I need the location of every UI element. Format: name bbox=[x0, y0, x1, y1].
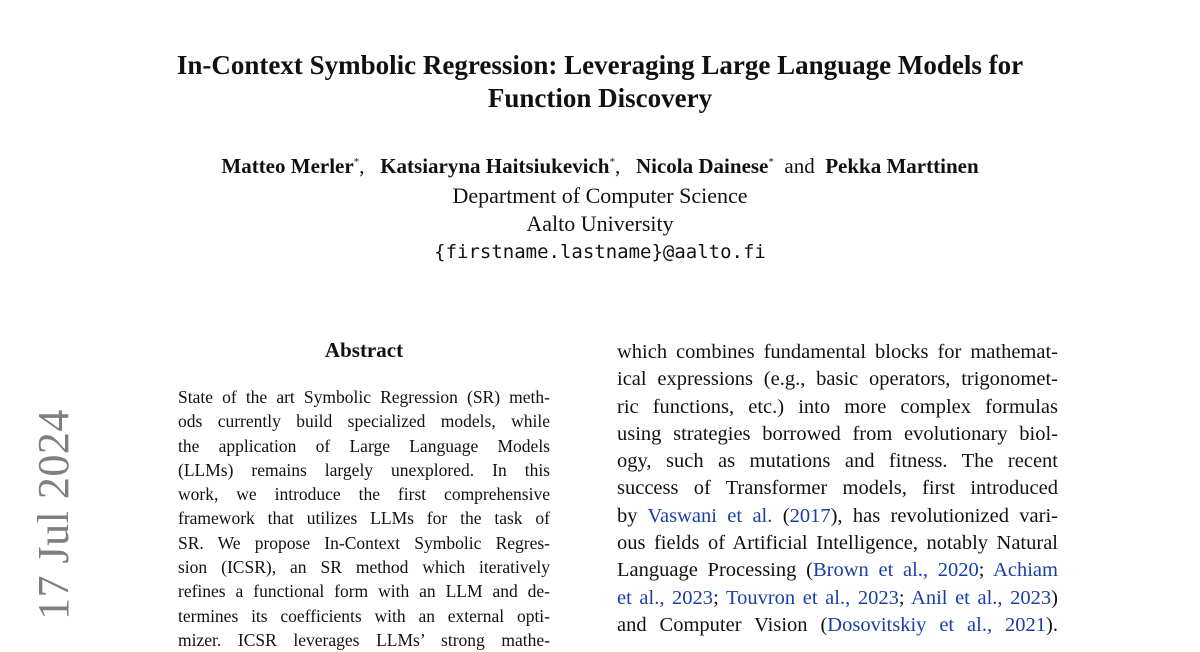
text-run: ). bbox=[1046, 613, 1058, 636]
author-mark: * bbox=[768, 156, 774, 168]
intro-line: which combines fundamental blocks for mathemat- bbox=[617, 341, 1058, 363]
department: Department of Computer Science bbox=[452, 183, 748, 208]
author-name: Pekka Marttinen bbox=[825, 154, 979, 178]
intro-line: ical expressions (e.g., basic operators, trigonomet- bbox=[617, 368, 1058, 391]
intro-line bbox=[617, 503, 1058, 530]
abstract-heading: Abstract bbox=[324, 338, 404, 362]
intro-line bbox=[617, 612, 1058, 639]
citation-link-vaswani-year[interactable]: 2017 bbox=[789, 504, 831, 527]
text-run: Language Processing ( bbox=[617, 559, 813, 582]
university: Aalto University bbox=[526, 211, 674, 236]
text-run: ), has revolutionized vari- bbox=[830, 504, 1059, 527]
citation-link-achiam[interactable]: Achiam bbox=[993, 559, 1058, 582]
author-and: and bbox=[784, 154, 815, 178]
citation-link-touvron[interactable]: Touvron et al., 2023 bbox=[726, 586, 899, 609]
arxiv-date-stamp: 17 Jul 2024 bbox=[29, 409, 78, 620]
intro-line: using strategies borrowed from evolutionary biol- bbox=[617, 422, 1058, 445]
abstract-line: (LLMs) remains largely unexplored. In this bbox=[178, 459, 550, 480]
text-run: by bbox=[617, 504, 648, 527]
intro-line: ric functions, etc.) into more complex formulas bbox=[617, 395, 1058, 418]
citation-link-brown[interactable]: Brown et al., 2020 bbox=[812, 559, 979, 582]
author-mark: * bbox=[609, 156, 615, 168]
paper-title bbox=[0, 49, 1200, 115]
author-list: Matteo Merler*, Katsiaryna Haitsiukevich*, Nicola Dainese* and Pekka Marttinen bbox=[221, 154, 979, 178]
intro-line: success of Transformer models, first introduced bbox=[617, 477, 1058, 500]
abstract-line: the application of Large Language Models bbox=[178, 435, 550, 456]
abstract-line: sion (ICSR), an SR method which iteratively bbox=[178, 557, 550, 578]
affiliation bbox=[0, 182, 1200, 266]
intro-line: ous fields of Artificial Intelligence, notably Natural bbox=[617, 532, 1058, 555]
text-run: ) bbox=[1051, 586, 1058, 609]
abstract-line: mizer. ICSR leverages LLMs’ strong mathe- bbox=[178, 629, 550, 650]
text-run: ; bbox=[978, 559, 994, 582]
citation-link-dosovitskiy[interactable]: Dosovitskiy et al., 2021 bbox=[827, 613, 1047, 636]
abstract-line: ods currently build specialized models, while bbox=[178, 411, 550, 432]
text-run: ; bbox=[713, 586, 726, 609]
title-line: In-Context Symbolic Regression: Leveraging Large Language Models for bbox=[176, 50, 1024, 80]
abstract-line: framework that utilizes LLMs for the task of bbox=[178, 508, 550, 529]
abstract-line: SR. We propose In-Context Symbolic Regres- bbox=[178, 532, 550, 553]
author-mark: * bbox=[353, 156, 360, 168]
text-run: ( bbox=[772, 504, 790, 527]
text-run: ; bbox=[898, 586, 912, 609]
text-run: and Computer Vision ( bbox=[617, 613, 828, 636]
introduction-text bbox=[617, 339, 1058, 639]
abstract-line: refines a functional form with an LLM and de- bbox=[178, 581, 550, 602]
author-email: {firstname.lastname}@aalto.fi bbox=[434, 241, 766, 263]
author-name: Katsiaryna Haitsiukevich bbox=[380, 154, 610, 178]
citation-link-anil[interactable]: Anil et al., 2023 bbox=[911, 586, 1052, 609]
author-name: Nicola Dainese bbox=[635, 154, 769, 178]
abstract-line: State of the art Symbolic Regression (SR) meth- bbox=[178, 387, 550, 407]
abstract-line: work, we introduce the first comprehensive bbox=[178, 484, 550, 505]
citation-link-achiam-cont[interactable]: et al., 2023 bbox=[617, 586, 714, 609]
title-line: Function Discovery bbox=[487, 83, 713, 113]
abstract-body bbox=[178, 385, 550, 652]
intro-line: ogy, such as mutations and fitness. The recent bbox=[617, 450, 1058, 473]
intro-line bbox=[617, 557, 1058, 584]
abstract-line: termines its coefficients with an external opti- bbox=[178, 605, 550, 626]
citation-link-vaswani[interactable]: Vaswani et al. bbox=[647, 504, 773, 527]
intro-line bbox=[617, 585, 1058, 612]
author-name: Matteo Merler bbox=[221, 154, 354, 178]
